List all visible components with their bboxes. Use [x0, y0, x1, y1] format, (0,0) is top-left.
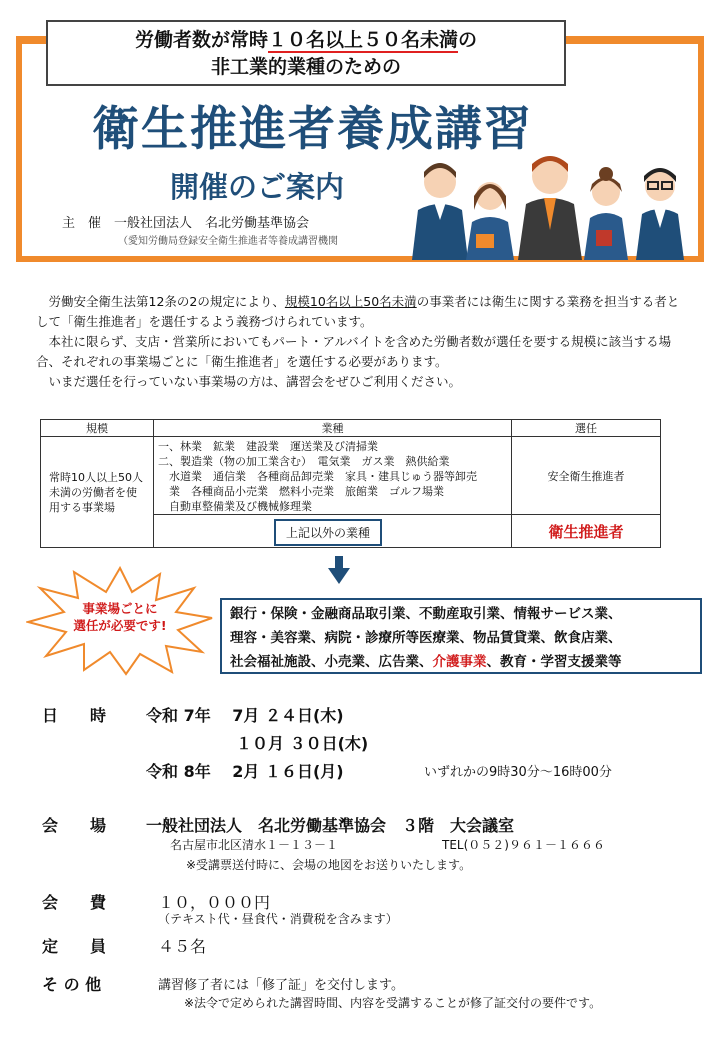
table-header-row: [41, 420, 661, 437]
person-5: [636, 168, 684, 260]
date-label: 日 時: [42, 706, 107, 725]
intro-paragraph-1: 労働安全衛生法第12条の2の規定により、規模10名以上50名未満の事業者には衛生に関する業務を担当する者として「衛生推進者」を選任するよう義務づけられています。: [36, 294, 680, 329]
other-industry-cell: [154, 515, 512, 548]
applicable-industries-box: 銀行・保険・金融商品取引業、不動産取引業、情報サービス業、 理容・美容業、病院・診療所等医療業、物品賃貸業、飲食店業、 社会福祉施設、小売業、広告業、介護事業、教育・学習支援業等: [220, 598, 702, 674]
header-line1-post: の: [458, 29, 478, 51]
date-3: 令和 8年 2月 １６日(月): [146, 762, 344, 781]
person-1: [412, 163, 468, 260]
scale-cell: 常時10人以上50人未満の労働者を使用する事業場: [41, 437, 154, 548]
column-header-assignment: 選任: [512, 420, 661, 437]
fee-note: （テキスト代・昼食代・消費税を含みます）: [158, 912, 398, 926]
fee: １０，０００円: [158, 893, 271, 912]
down-arrow-icon: [328, 556, 350, 584]
person-4: [584, 167, 628, 260]
organizer: 主 催 一般社団法人 名北労働基準協会: [62, 216, 310, 231]
intro-paragraph-3: いまだ選任を行っていない事業場の方は、講習会をぜひご利用ください。: [48, 374, 462, 389]
other-note: ※法令で定められた講習時間、内容を受講することが修了証交付の要件です。: [184, 996, 602, 1010]
map-note: ※受講票送付時に、会場の地図をお送りいたします。: [186, 858, 472, 872]
other-label: そ の 他: [42, 975, 102, 994]
header-line1-pre: 労働者数が常時: [134, 29, 268, 51]
other-info: 講習修了者には「修了証」を交付します。: [158, 978, 404, 993]
page-subtitle: 開催のご案内: [170, 170, 345, 204]
burst-text: 事業場ごとに 選任が必要です!: [73, 601, 167, 633]
other-industry-box: 上記以外の業種: [274, 519, 382, 546]
date-1: 令和 7年 7月 ２４日(木): [146, 706, 344, 725]
venue-tel: TEL(０５２)９６１－１６６６: [442, 838, 605, 852]
header-line2: 非工業的業種のための: [210, 56, 401, 78]
venue: 一般社団法人 名北労働基準協会 ３階 大会議室: [146, 816, 515, 835]
date-2: １０月 ３０日(木): [236, 734, 369, 753]
business-people-illustration: [400, 150, 696, 260]
person-3: [518, 156, 582, 260]
time-range: いずれかの9時30分～16時00分: [424, 765, 612, 780]
requirement-table: [40, 419, 661, 548]
header-target-box: [46, 20, 566, 86]
intro-paragraph-2: 本社に限らず、支店・営業所においてもパート・アルバイトを含めた労働者数が選任を要する規模に該当する場合、それぞれの事業場ごとに「衛生推進者」を選任する必要があります。: [36, 334, 672, 369]
venue-label: 会 場: [42, 816, 107, 835]
header-line1-emphasis: １０名以上５０名未満: [267, 29, 458, 51]
organizer-note: （愛知労働局登録安全衛生推進者等養成講習機関: [118, 236, 338, 247]
assignment-cell-highlight: 衛生推進者: [512, 515, 661, 548]
page-title: 衛生推進者養成講習: [92, 102, 533, 157]
venue-address: 名古屋市北区清水１－１３－１: [170, 838, 339, 852]
table-row: [41, 437, 661, 515]
capacity-label: 定 員: [42, 937, 107, 956]
intro-text: [36, 292, 686, 392]
assignment-cell: 安全衛生推進者: [512, 437, 661, 515]
column-header-scale: 規模: [41, 420, 154, 437]
capacity: ４５名: [158, 937, 207, 956]
industry-cell: 一、林業 鉱業 建設業 運送業及び清掃業 二、製造業（物の加工業含む） 電気業 ガス業 熱供給業 水道業 通信業 各種商品卸売業 家具・建具じゅう器等卸売 業 各種商品小売業 燃料小売業 旅館業 ゴルフ場業 自動車整備業及び機械修理業: [154, 437, 512, 515]
column-header-industry: 業種: [154, 420, 512, 437]
fee-label: 会 費: [42, 893, 107, 912]
person-2: [466, 182, 514, 260]
